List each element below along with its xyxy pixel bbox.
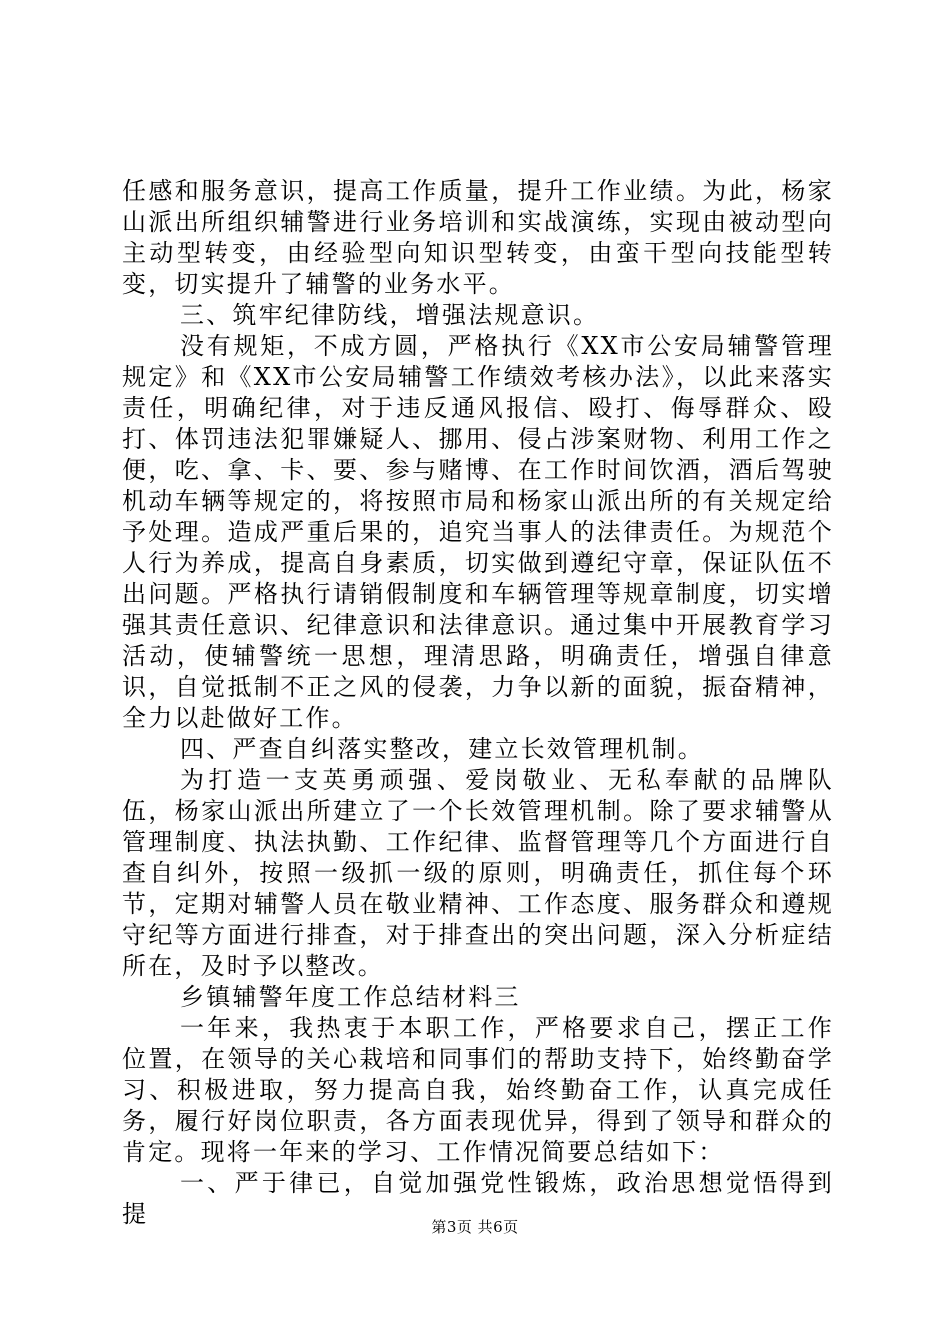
paragraph-1: 任感和服务意识，提高工作质量，提升工作业绩。为此，杨家山派出所组织辅警进行业务培训和实战演练，实现由被动型向主动型转变，由经验型向知识型转变，由蛮干型向技能型转变，切实提升了辅警的业务水平。 [122, 177, 834, 298]
paragraph-summary-intro: 一年来，我热衷于本职工作，严格要求自己，摆正工作位置，在领导的关心栽培和同事们的帮助支持下，始终勤奋学习、积极进取，努力提高自我，始终勤奋工作，认真完成任务，履行好岗位职责，各方面表现优异，得到了领导和群众的肯定。现将一年来的学习、工作情况简要总结如下： [122, 1014, 834, 1166]
document-subtitle: 乡镇辅警年度工作总结材料三 [180, 983, 521, 1011]
paragraph-mechanism: 为打造一支英勇顽强、爱岗敬业、无私奉献的品牌队伍，杨家山派出所建立了一个长效管理机制。除了要求辅警从管理制度、执法执勤、工作纪律、监督管理等几个方面进行自查自纠外，按照一级抓一级的原则，明确责任，抓住每个环节，定期对辅警人员在敬业精神、工作态度、服务群众和遵规守纪等方面进行排查，对于排查出的突出问题，深入分析症结所在，及时予以整改。 [122, 766, 834, 980]
section-heading-4: 四、严查自纠落实整改，建立长效管理机制。 [180, 735, 704, 763]
section-heading-1: 一、严于律已，自觉加强党性锻炼，政治思想觉悟得到提 [122, 1169, 834, 1228]
section-heading-3: 三、筑牢纪律防线，增强法规意识。 [180, 301, 600, 329]
paragraph-discipline: 没有规矩，不成方圆，严格执行《XX市公安局辅警管理规定》和《XX市公安局辅警工作绩效考核办法》，以此来落实责任，明确纪律，对于违反通风报信、殴打、侮辱群众、殴打、体罚违法犯罪嫌疑人、挪用、侵占涉案财物、利用工作之便，吃、拿、卡、要、参与赌博、在工作时间饮酒，酒后驾驶机动车辆等规定的，将按照市局和杨家山派出所的有关规定给予处理。造成严重后果的，追究当事人的法律责任。为规范个人行为养成，提高自身素质，切实做到遵纪守章，保证队伍不出问题。严格执行请销假制度和车辆管理等规章制度，切实增强其责任意识、纪律意识和法律意识。通过集中开展教育学习活动，使辅警统一思想，理清思路，明确责任，增强自律意识，自觉抵制不正之风的侵袭，力争以新的面貌，振奋精神，全力以赴做好工作。 [122, 332, 834, 732]
page-number-footer: 第3页 共6页 [431, 1218, 519, 1236]
document-body [122, 176, 834, 1230]
